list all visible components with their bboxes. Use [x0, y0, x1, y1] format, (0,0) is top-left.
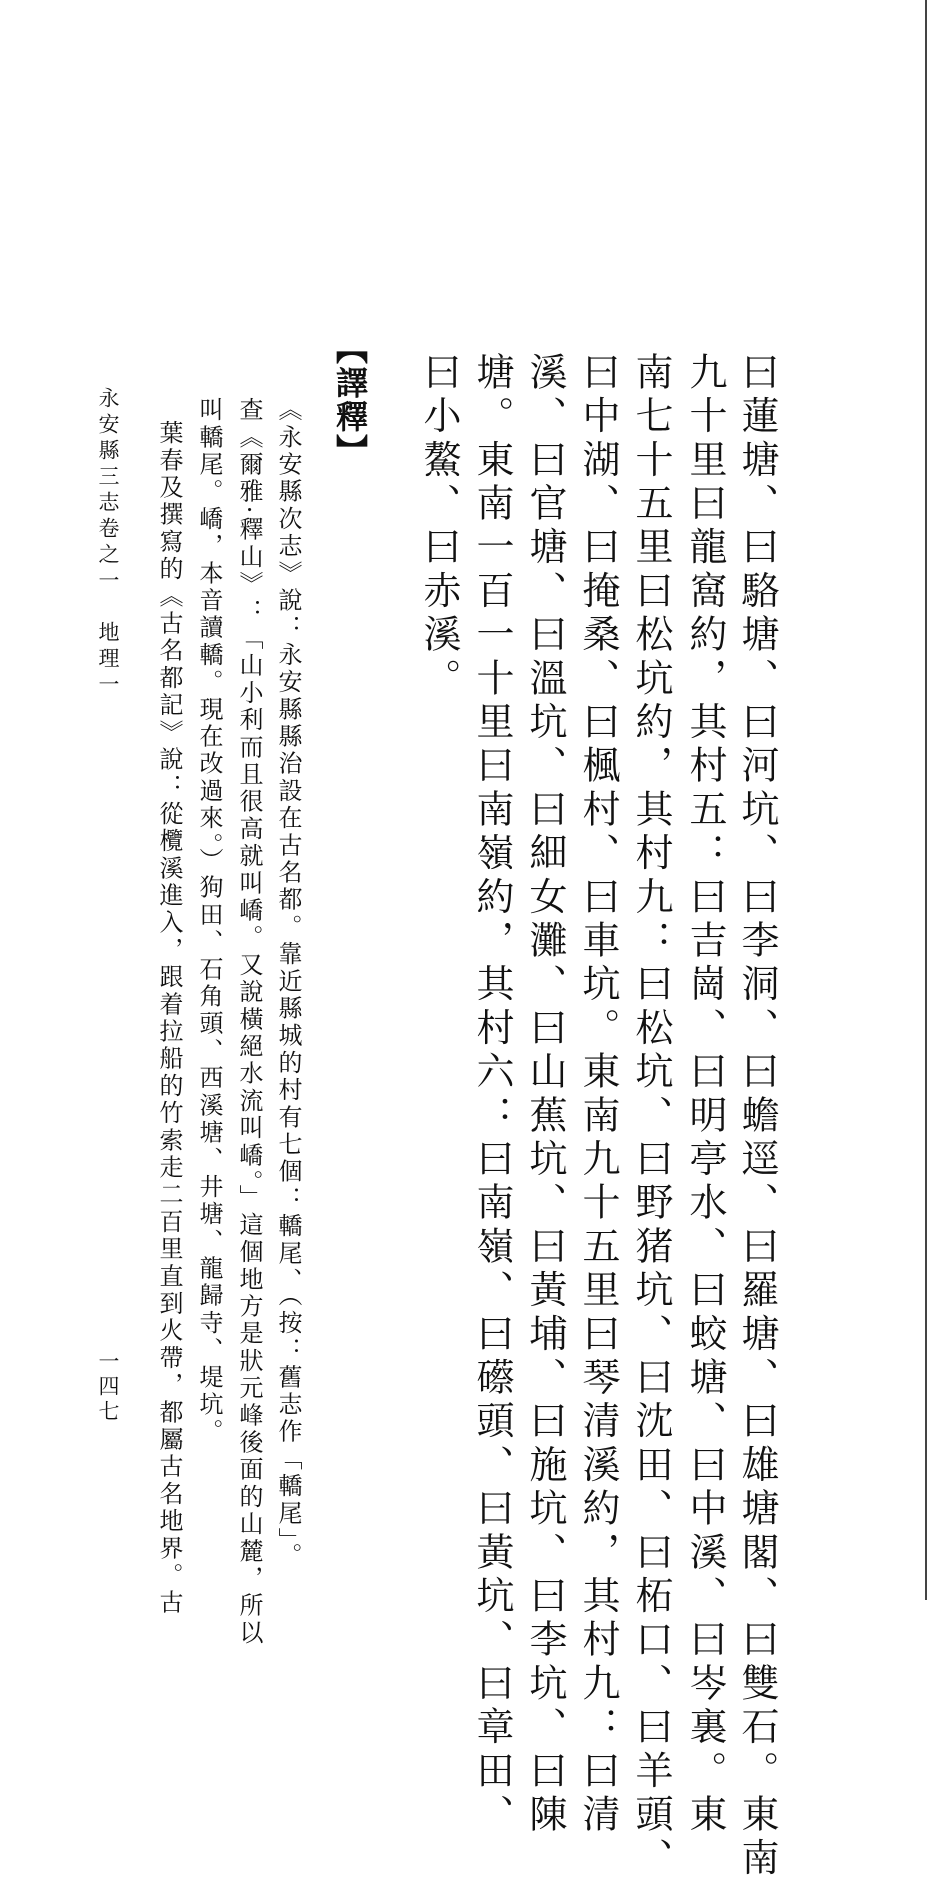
- commentary-column-2: 查《爾雅·釋山》：「山小利而且很高就叫嶠。又說橫絕水流叫嶠。」這個地方是狀元峰後面的山麓，所以: [235, 397, 263, 1648]
- main-text-column-2: 九十里曰龍窩約，其村五：曰吉崗、曰明亭水、曰蛟塘、曰中溪、曰岑裏。東: [683, 352, 727, 1838]
- commentary-column-4: 葉春及撰寫的《古名都記》說：從欖溪進入，跟着拉船的竹索走二百里直到火帶，都屬古名地界。古: [155, 420, 183, 1617]
- main-text-column-7: 曰小鰲、曰赤溪。: [417, 352, 461, 702]
- main-text-column-5: 溪、曰官塘、曰溫坑、曰細女灘、曰山蕉坑、曰黃埔、曰施坑、曰李坑、曰陳: [523, 352, 567, 1838]
- main-text-column-1: 曰蓮塘、曰駱塘、曰河坑、曰李洞、曰蟾逕、曰羅塘、曰雄塘閣、曰雙石。東南: [735, 352, 779, 1882]
- page-edge-line: [925, 0, 927, 1600]
- section-label-translation: 【譯釋】: [331, 332, 369, 468]
- page-number: 一四七: [96, 1350, 120, 1425]
- commentary-column-1: 《永安縣次志》說：永安縣縣治設在古名都。靠近縣城的村有七個：轎尾、（按：舊志作「轎尾」。: [274, 397, 302, 1570]
- running-footer: 永安縣三志卷之一 地理一: [96, 387, 120, 699]
- commentary-column-3: 叫轎尾。嶠，本音讀轎。現在改過來。）狗田、石角頭、西溪塘、井塘、龍歸寺、堤坑。: [195, 397, 223, 1446]
- main-text-column-6: 塘。東南一百一十里曰南嶺約，其村六：曰南嶺、曰礤頭、曰黃坑、曰章田、: [470, 352, 514, 1838]
- main-text-column-3: 南七十五里曰松坑約，其村九：曰松坑、曰野猪坑、曰沈田、曰柘口、曰羊頭、: [629, 352, 673, 1882]
- main-text-column-4: 曰中湖、曰掩桑、曰楓村、曰車坑。東南九十五里曰琴清溪約，其村九：曰清: [576, 352, 620, 1838]
